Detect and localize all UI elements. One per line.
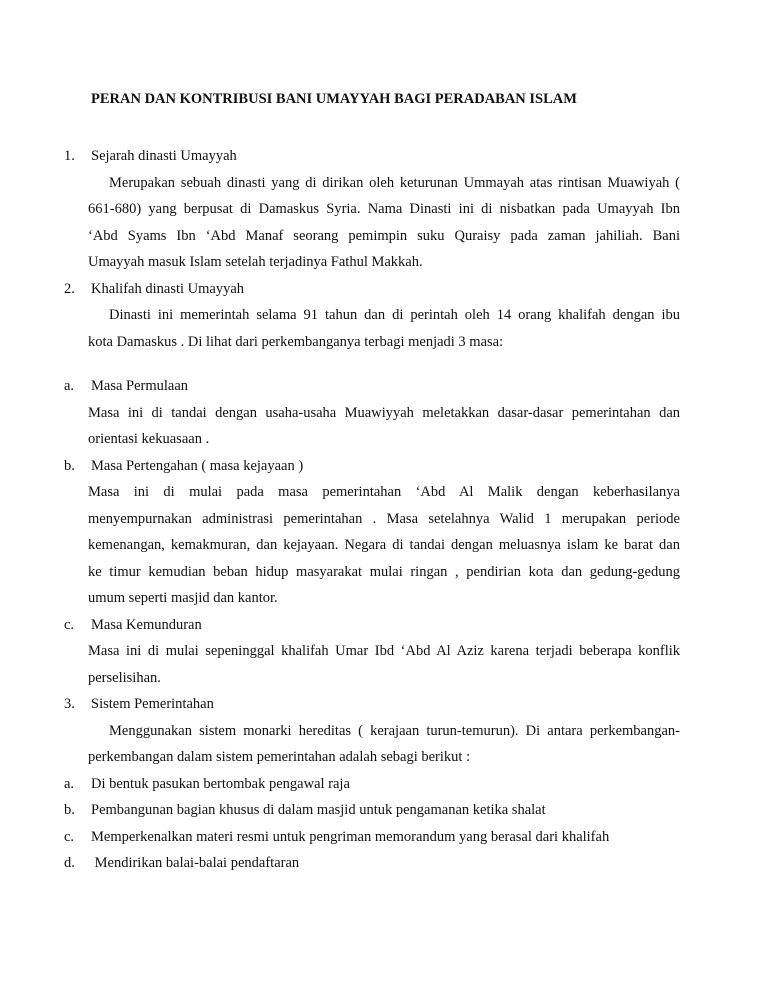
paragraph-line: perselisihan.: [88, 669, 161, 686]
list-marker: 1.: [64, 148, 75, 164]
subsection-heading: [64, 373, 680, 400]
paragraph-line: orientasi kekuasaan .: [88, 431, 210, 447]
section-heading: [64, 276, 680, 303]
list-marker: 3.: [64, 696, 75, 712]
heading-text: Masa Pertengahan ( masa kejayaan ): [91, 457, 304, 474]
list-marker: c.: [64, 828, 75, 845]
list-item-text: Di bentuk pasukan bertombak pengawal raja: [91, 775, 350, 792]
list-marker: d.: [64, 855, 75, 871]
heading-text: Khalifah dinasti Umayyah: [91, 280, 245, 297]
heading-text: Sejarah dinasti Umayyah: [91, 148, 237, 164]
heading-text: Sistem Pemerintahan: [91, 696, 214, 712]
blank-spacer: [64, 355, 680, 373]
list-item: [64, 824, 680, 851]
list-marker: a.: [64, 775, 75, 792]
heading-text: Masa Kemunduran: [91, 616, 202, 633]
list-marker: c.: [64, 616, 75, 633]
list-marker: b.: [64, 457, 75, 474]
list-item-text: Memperkenalkan materi resmi untuk pengriman memorandum yang berasal dari khalifah: [91, 828, 610, 845]
section-heading: [64, 143, 680, 170]
paragraph-line: Masa ini di mulai sepeninggal khalifah Umar Ibd ‘Abd Al Aziz karena terjadi beberapa konflik: [88, 643, 680, 659]
paragraph-line: ‘Abd Syams Ibn ‘Abd Manaf seorang pemimpin suku Quraisy pada zaman jahiliah. Bani: [88, 227, 680, 244]
paragraph-line: kemenangan, kemakmuran, dan kejayaan. Negara di tandai dengan meluasnya islam ke barat dan: [88, 537, 680, 553]
section-heading: [64, 691, 680, 718]
list-marker: a.: [64, 378, 75, 394]
list-item: [64, 797, 680, 824]
paragraph-line: menyempurnakan administrasi pemerintahan . Masa setelahnya Walid 1 merupakan periode: [88, 510, 680, 527]
paragraph-line: ke timur kemudian beban hidup masyarakat mulai ringan , pendirian kota dan gedung-gedung: [88, 563, 680, 580]
paragraph-line: Masa ini di tandai dengan usaha-usaha Muawiyyah meletakkan dasar-dasar pemerintahan dan: [88, 404, 680, 421]
list-item: [64, 771, 680, 798]
paragraph-line: Dinasti ini memerintah selama 91 tahun dan di perintah oleh 14 orang khalifah dengan ibu: [109, 307, 680, 323]
list-item-text: Pembangunan bagian khusus di dalam masjid untuk pengamanan ketika shalat: [91, 802, 546, 818]
list-marker: b.: [64, 802, 75, 818]
heading-text: Masa Permulaan: [91, 378, 189, 394]
paragraph-line: 661-680) yang berpusat di Damaskus Syria. Nama Dinasti ini di nisbatkan pada Umayyah Ibn: [88, 201, 680, 217]
paragraph-line: Umayyah masuk Islam setelah terjadinya Fathul Makkah.: [88, 254, 423, 270]
paragraph-line: Menggunakan sistem monarki hereditas ( kerajaan turun-temurun). Di antara perkembangan-: [109, 722, 680, 739]
paragraph-line: kota Damaskus . Di lihat dari perkembanganya terbagi menjadi 3 masa:: [88, 333, 504, 350]
subsection-heading: [64, 612, 680, 639]
list-item: [64, 850, 680, 877]
paragraph-line: umum seperti masjid dan kantor.: [88, 590, 278, 606]
paragraph-line: perkembangan dalam sistem pemerintahan adalah sebagi berikut :: [88, 749, 471, 765]
list-marker: 2.: [64, 280, 75, 297]
document-title: PERAN DAN KONTRIBUSI BANI UMAYYAH BAGI PERADABAN ISLAM: [91, 91, 577, 107]
list-item-text: Mendirikan balai-balai pendaftaran: [91, 855, 300, 871]
paragraph-line: Masa ini di mulai pada masa pemerintahan ‘Abd Al Malik dengan keberhasilanya: [88, 484, 680, 500]
subsection-heading: [64, 453, 680, 480]
paragraph-line: Merupakan sebuah dinasti yang di dirikan oleh keturunan Ummayah atas rintisan Muawiyah (: [109, 174, 680, 191]
document-body: [64, 143, 680, 877]
